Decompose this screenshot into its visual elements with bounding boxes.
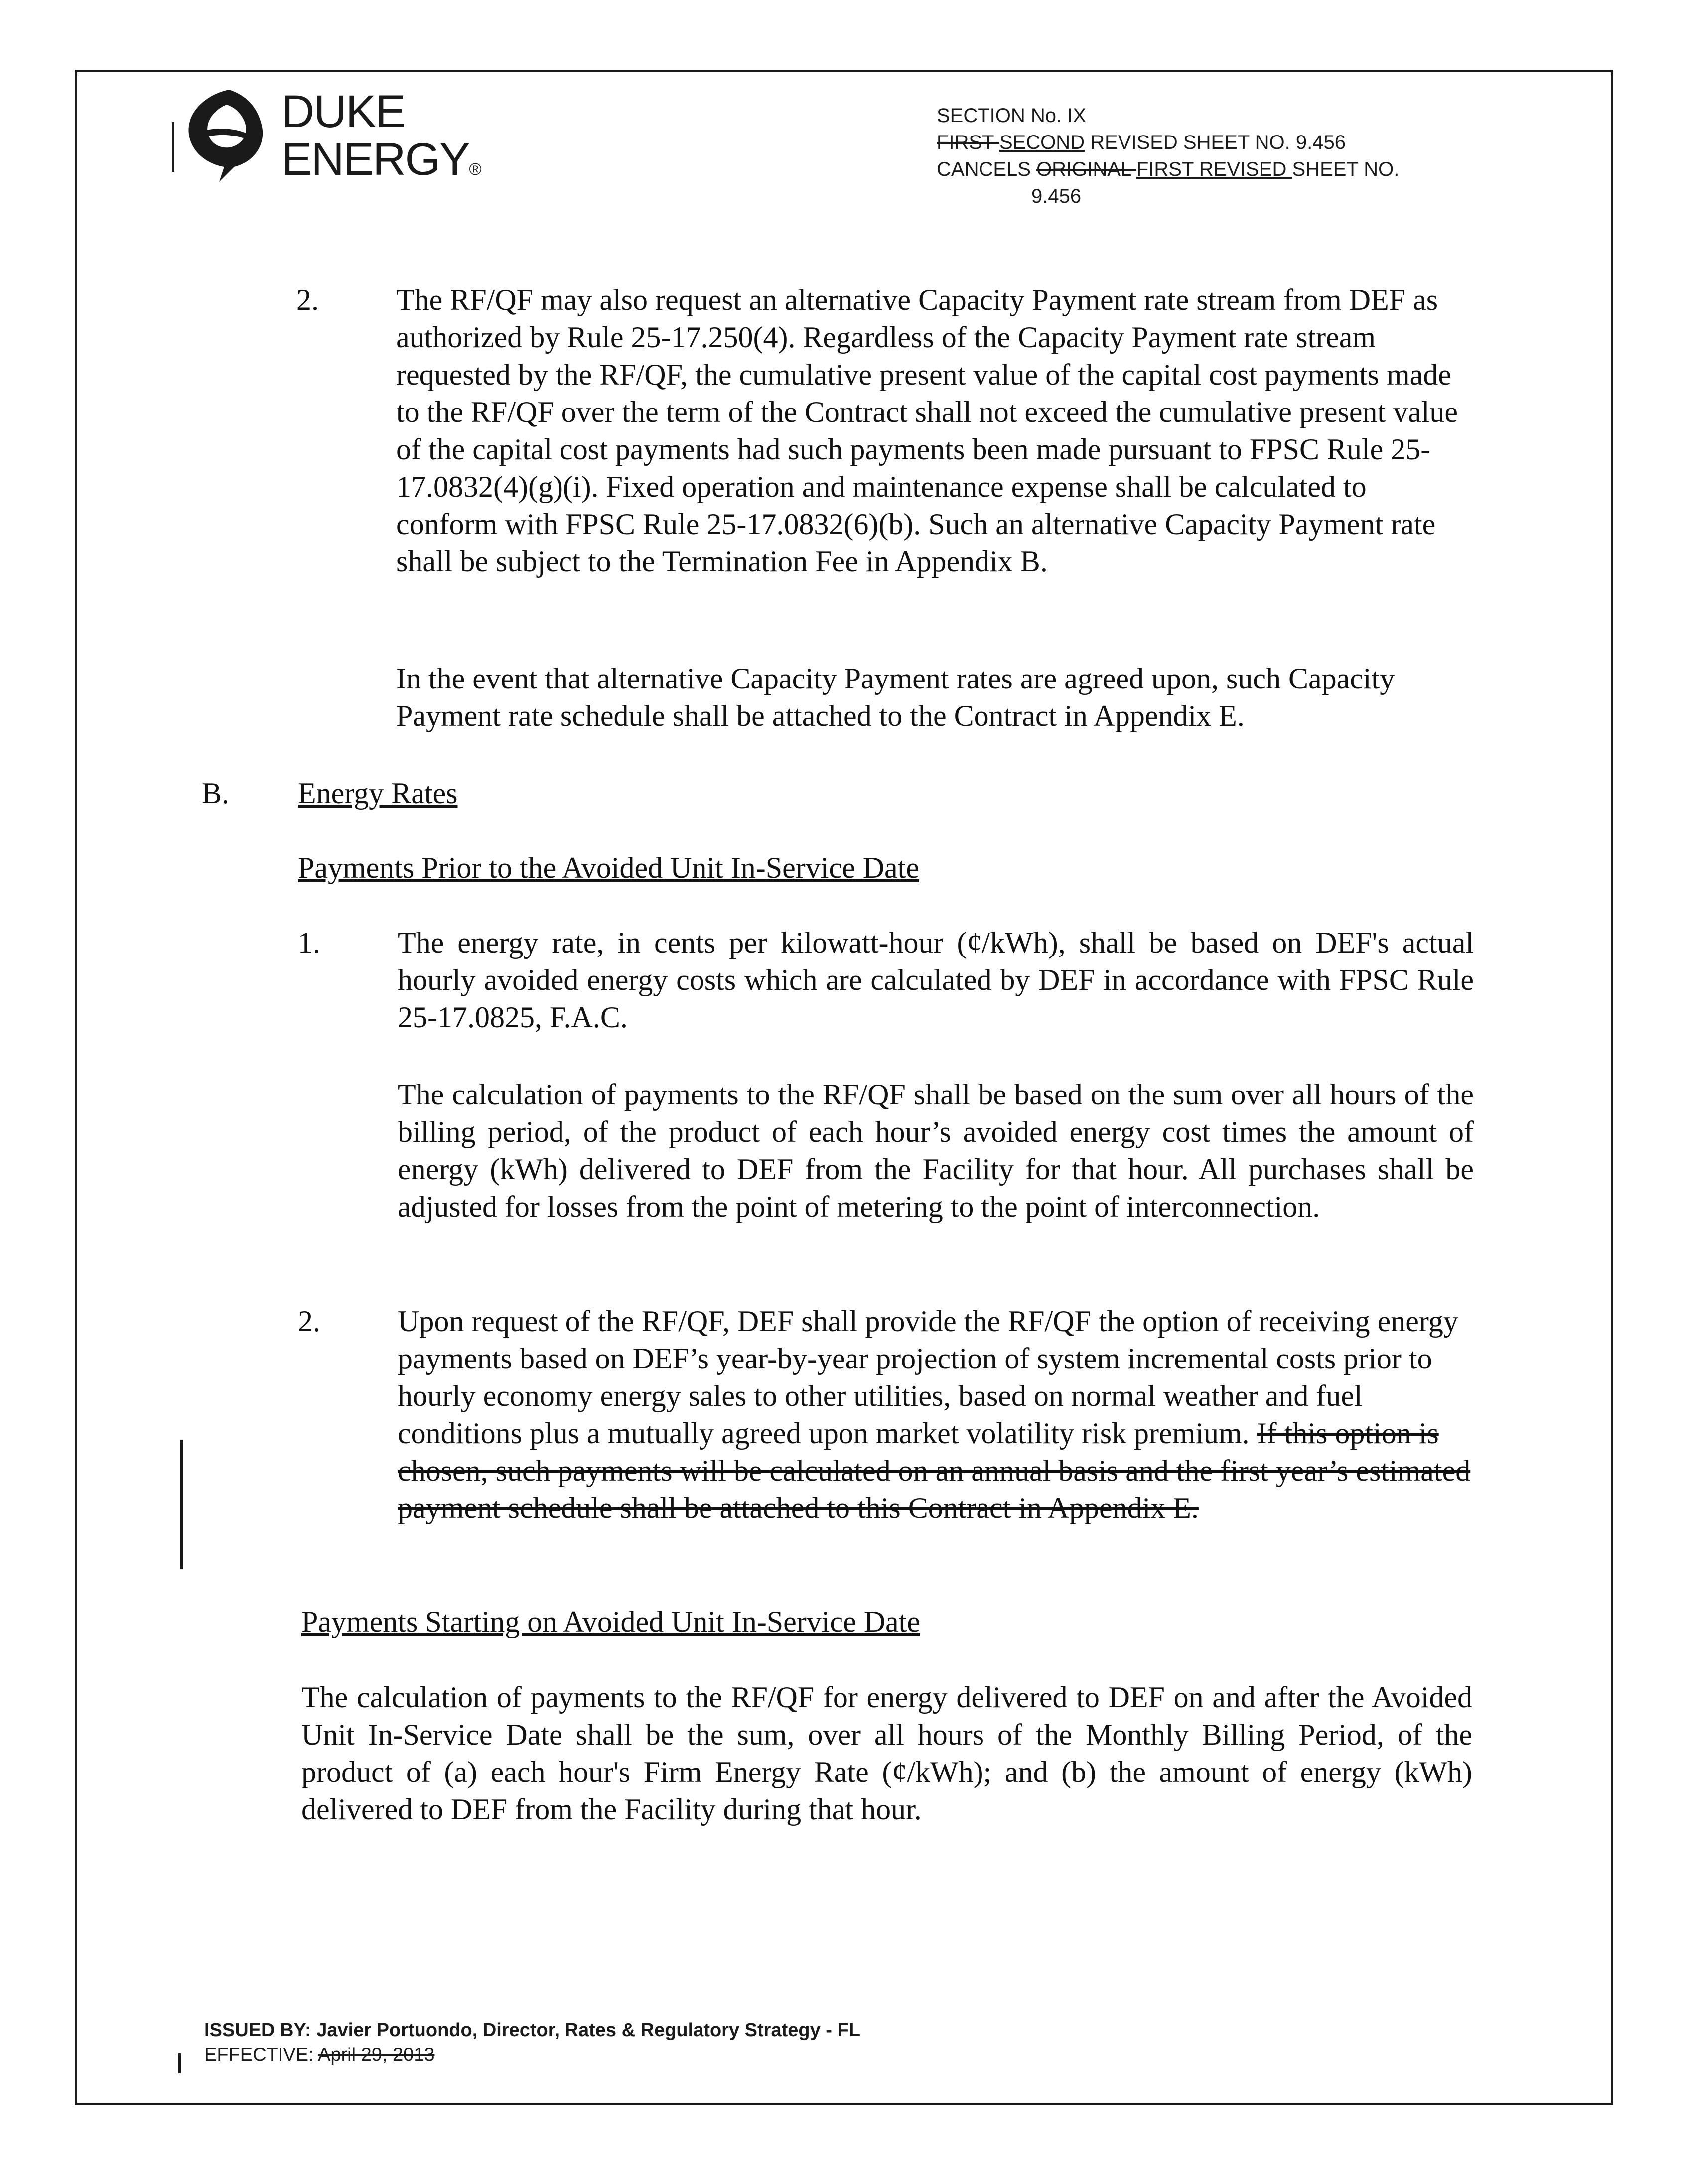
deleted-first: FIRST <box>937 132 999 153</box>
footer <box>204 2018 860 2067</box>
energy-item-1-para2: The calculation of payments to the RF/QF shall be based on the sum over all hours of the billing period, of the product of each hour’s avoided energy cost times the amount of energy (kWh) delivered to DEF from the Facility for that hour. All purchases shall be adjusted for losses from the point of metering to the point of interconnection. <box>398 1078 1474 1223</box>
energy-item-2-text: Upon request of the RF/QF, DEF shall provide the RF/QF the option of receiving energy payments based on DEF’s year-by-year projection of system incremental costs prior to hourly economy energy sales to other utilities, based on normal weather and fuel conditions plus a mutually agreed upon market volatility risk premium. If this option is chosen, such payments will be calculated on an annual basis and the first year’s estimated payment schedule shall be attached to this Contract in Appendix E. <box>398 1305 1471 1524</box>
cancels-sheet-number: 9.456 <box>1031 185 1082 207</box>
capacity-item-2-para2: In the event that alternative Capacity Payment rates are agreed upon, such Capacity Payment rate schedule shall be attached to the Contract in Appendix E. <box>396 662 1395 732</box>
energy-item-1-text: The energy rate, in cents per kilowatt-hour (¢/kWh), shall be based on DEF's actual hourly avoided energy costs which are calculated by DEF in accordance with FPSC Rule 25-17.0825, F.A.C. <box>398 926 1474 1034</box>
sheet-header <box>937 102 1485 210</box>
section-letter: B. <box>202 777 230 810</box>
duke-energy-logo <box>174 85 483 189</box>
item-number: 2. <box>298 1305 320 1338</box>
subsection-title-prior: Payments Prior to the Avoided Unit In-Service Date <box>298 851 919 884</box>
subsection-title-starting: Payments Starting on Avoided Unit In-Service Date <box>301 1605 920 1638</box>
deleted-original: ORIGINAL <box>1036 158 1136 180</box>
capacity-item-2-text: The RF/QF may also request an alternative Capacity Payment rate stream from DEF as authorized by Rule 25-17.250(4). Regardless of the Capacity Payment rate stream requested by the RF/QF, the cumulative present value of the capital cost payments made to the RF/QF over the term of the Contract shall not exceed the cumulative present value of the capital cost payments had such payments been made pursuant to FPSC Rule 25-17.0832(4)(g)(i). Fixed operation and maintenance expense shall be calculated to conform with FPSC Rule 25-17.0832(6)(b). Such an alternative Capacity Payment rate shall be subject to the Termination Fee in Appendix B. <box>396 283 1458 578</box>
item-number: 2. <box>296 283 319 316</box>
change-bar-footer <box>178 2053 181 2073</box>
change-bar-item2 <box>180 1440 183 1569</box>
inserted-second: SECOND <box>999 132 1085 153</box>
logo-duke: DUKE <box>281 86 405 137</box>
item-number: 1. <box>298 926 320 959</box>
registered-mark: ® <box>469 160 481 179</box>
duke-energy-flame-icon <box>174 85 274 184</box>
logo-energy: ENERGY® <box>281 134 481 185</box>
final-paragraph: The calculation of payments to the RF/QF for energy delivered to DEF on and after the Avoided Unit In-Service Date shall be the sum, over all hours of the Monthly Billing Period, of the product of (a) each hour's Firm Energy Rate (¢/kWh); and (b) the amount of energy (kWh) delivered to DEF from the Facility during that hour. <box>301 1681 1472 1826</box>
section-number: SECTION No. IX <box>937 105 1087 127</box>
effective-line: EFFECTIVE: April 29, 2013 <box>204 2045 435 2065</box>
inserted-first-revised: FIRST REVISED <box>1136 158 1292 180</box>
section-title-energy-rates: Energy Rates <box>298 777 458 810</box>
deleted-effective-date: April 29, 2013 <box>318 2045 435 2065</box>
issued-by-line: ISSUED BY: Javier Portuondo, Director, Rates & Regulatory Strategy - FL <box>204 2020 860 2041</box>
revised-sheet-line: FIRST SECOND REVISED SHEET NO. 9.456 <box>937 132 1346 153</box>
cancels-line: CANCELS ORIGINAL FIRST REVISED SHEET NO. <box>937 158 1400 180</box>
deleted-option-text: If this option is chosen, such payments will be calculated on an annual basis and the first year’s estimated payment schedule shall be attached to this Contract in Appendix E. <box>398 1417 1471 1524</box>
